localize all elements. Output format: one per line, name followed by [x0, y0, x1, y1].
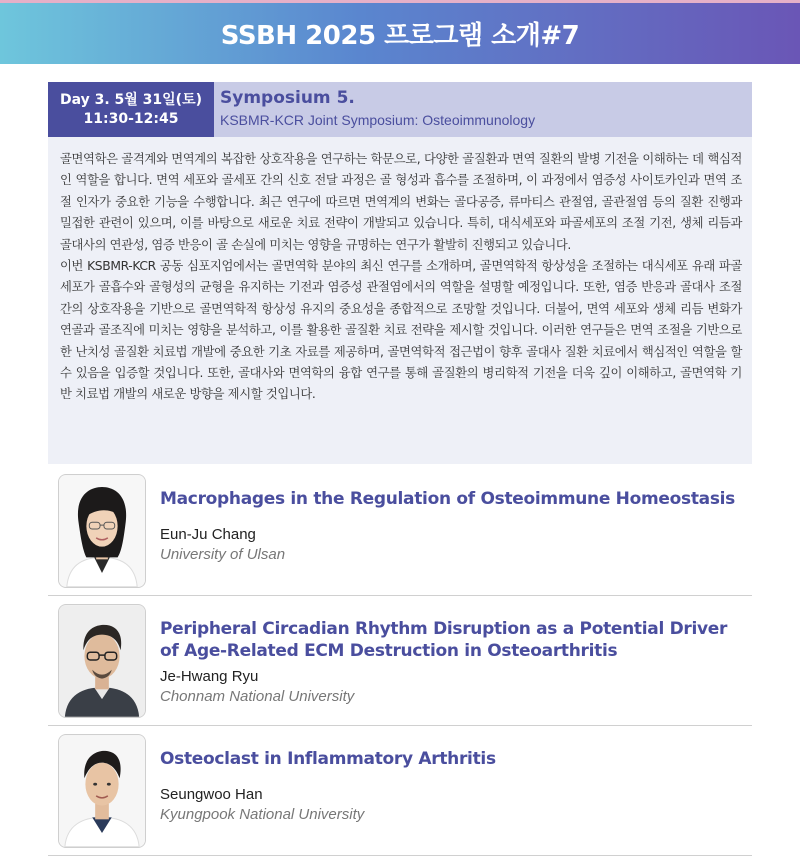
description-paragraph: 골면역학은 골격계와 면역계의 복잡한 상호작용을 연구하는 학문으로, 다양한 골질환과 면역 질환의 발병 기전을 이해하는 데 핵심적인 역할을 합니다. 면역 세포와 골세포 간의 신호 전달 과정은 골 형성과 흡수를 조절하며, 이 과정에서 염증성 사이토카인과 면역 조절 인자가 중요한 기능을 수행합니다. 최근 연구에 따르면 면역계의 변화는 골다공증, 류마티스 관절염, 골관절염 등의 질환 진행과 밀접한 관련이 있으며, 이를 바탕으로 새로운 치료 전략이 개발되고 있습니다. 특히, 대식세포와 파골세포의 조절 기전, 생체 리듬과 골대사의 연관성, 염증 반응이 골 손실에 미치는 영향을 규명하는 연구가 활발히 진행되고 있습니다. [60, 152, 742, 252]
session-header [48, 82, 752, 137]
talk-title: Osteoclast in Inflammatory Arthritis [160, 749, 496, 769]
speaker-affiliation: Chonnam National University [160, 688, 355, 705]
male-portrait-icon [59, 605, 145, 717]
talk-title: Peripheral Circadian Rhythm Disruption as a Potential Driver of Age-Related ECM Destruction in Osteoarthritis [160, 619, 728, 661]
session-subtitle: KSBMR-KCR Joint Symposium: Osteoimmunology [220, 112, 536, 128]
male-portrait-icon [59, 735, 145, 847]
speaker-card [48, 466, 752, 596]
description-paragraph: 이번 KSBMR-KCR 공동 심포지엄에서는 골면역학 분야의 최신 연구를 소개하며, 골면역학적 항상성을 조절하는 대식세포 유래 파골세포가 골흡수와 골형성의 균형을 유지하는 기전과 염증성 관절염에서의 역할을 설명할 예정입니다. 또한, 염증 반응과 골대사 조절 간의 상호작용을 기반으로 골면역학적 항상성 유지의 중요성을 종합적으로 조망할 것입니다. 더불어, 면역 세포와 생체 리듬 변화가 연골과 골조직에 미치는 영향을 분석하고, 이를 활용한 골질환 치료 전략을 제시할 것입니다. 이러한 연구들은 면역 조절을 기반으로 한 난치성 골질환 치료법 개발에 중요한 기초 자료를 제공하며, 골면역학적 접근법이 향후 골대사 질환 치료에서 핵심적인 역할을 할 수 있음을 입증할 것입니다. 또한, 골대사와 면역학의 융합 연구를 통해 골질환의 병리학적 기전을 더욱 깊이 이해하고, 골면역학 기반 치료법 개발의 새로운 방향을 제시할 것입니다. [60, 259, 742, 402]
talk-title: Macrophages in the Regulation of Osteoimmune Homeostasis [160, 489, 735, 509]
session-time-box [48, 82, 214, 137]
speaker-photo [58, 474, 146, 588]
speaker-card [48, 596, 752, 726]
session-day: Day 3. 5월 31일(토) [59, 91, 203, 108]
banner-title: SSBH 2025 프로그램 소개#7 [220, 21, 580, 51]
speaker-affiliation: Kyungpook National University [160, 806, 365, 823]
banner [0, 0, 800, 64]
session-title: Symposium 5. [220, 88, 355, 108]
speaker-photo [58, 734, 146, 848]
session-description [48, 137, 752, 464]
speaker-name: Seungwoo Han [160, 786, 263, 803]
speaker-name: Je-Hwang Ryu [160, 668, 259, 685]
speaker-card [48, 726, 752, 856]
session-info [214, 82, 535, 137]
session-time: 11:30-12:45 [83, 110, 179, 127]
speaker-name: Eun-Ju Chang [160, 526, 256, 543]
speaker-photo [58, 604, 146, 718]
speaker-affiliation: University of Ulsan [160, 546, 286, 563]
female-portrait-icon [59, 475, 145, 587]
